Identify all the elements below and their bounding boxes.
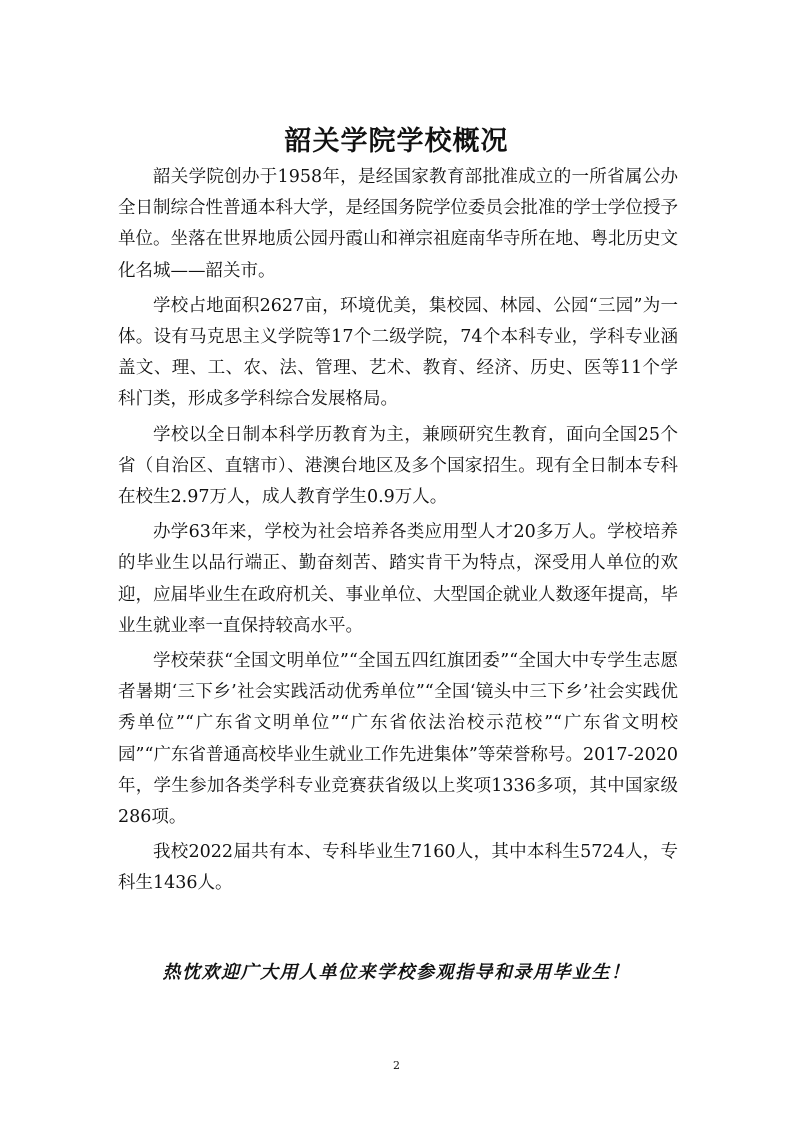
welcome-slogan: 热忱欢迎广大用人单位来学校参观指导和录用毕业生！ xyxy=(162,962,631,983)
paragraph-enrollment: 学校以全日制本科学历教育为主，兼顾研究生教育，面向全国25个省（自治区、直辖市）、港澳台地区及多个国家招生。现有全日制本专科在校生2.97万人，成人教育学生0.9万人。 xyxy=(118,424,678,508)
paragraph-introduction: 韶关学院创办于1958年，是经国家教育部批准成立的一所省属公办全日制综合性普通本科大学，是经国务院学位委员会批准的学士学位授予单位。坐落在世界地质公园丹霞山和禅宗祖庭南华寺所在地、粤北历史文化名城——韶关市。 xyxy=(118,167,678,281)
page-number: 2 xyxy=(393,1059,400,1072)
page-title: 韶关学院学校概况 xyxy=(284,126,509,158)
paragraph-campus: 学校占地面积2627亩，环境优美，集校园、林园、公园“三园”为一体。设有马克思主义学院等17个二级学院，74个本科专业，学科专业涵盖文、理、工、农、法、管理、艺术、教育、经济、历史、医等11个学科门类，形成多学科综合发展格局。 xyxy=(118,295,678,410)
document-body xyxy=(118,162,678,904)
paragraph-graduates: 办学63年来，学校为社会培养各类应用型人才20多万人。学校培养的毕业生以品行端正、勤奋刻苦、踏实肯干为特点，深受用人单位的欢迎，应届毕业生在政府机关、事业单位、大型国企就业人数逐年提高，毕业生就业率一直保持较高水平。 xyxy=(118,522,678,636)
paragraph-honors: 学校荣获“全国文明单位”“全国五四红旗团委”“全国大中专学生志愿者暑期‘三下乡’社会实践活动优秀单位”“全国‘镜头中三下乡’社会实践优秀单位”“广东省文明单位”“广东省依法治校示范校”“广东省文明校园”“广东省普通高校毕业生就业工作先进集体”等荣誉称号。2017-2020年，学生参加各类学科专业竞赛获省级以上奖项1336多项，其中国家级286项。 xyxy=(118,651,678,828)
paragraph-class-of-2022: 我校2022届共有本、专科毕业生7160人，其中本科生5724人，专科生1436人。 xyxy=(118,842,678,894)
